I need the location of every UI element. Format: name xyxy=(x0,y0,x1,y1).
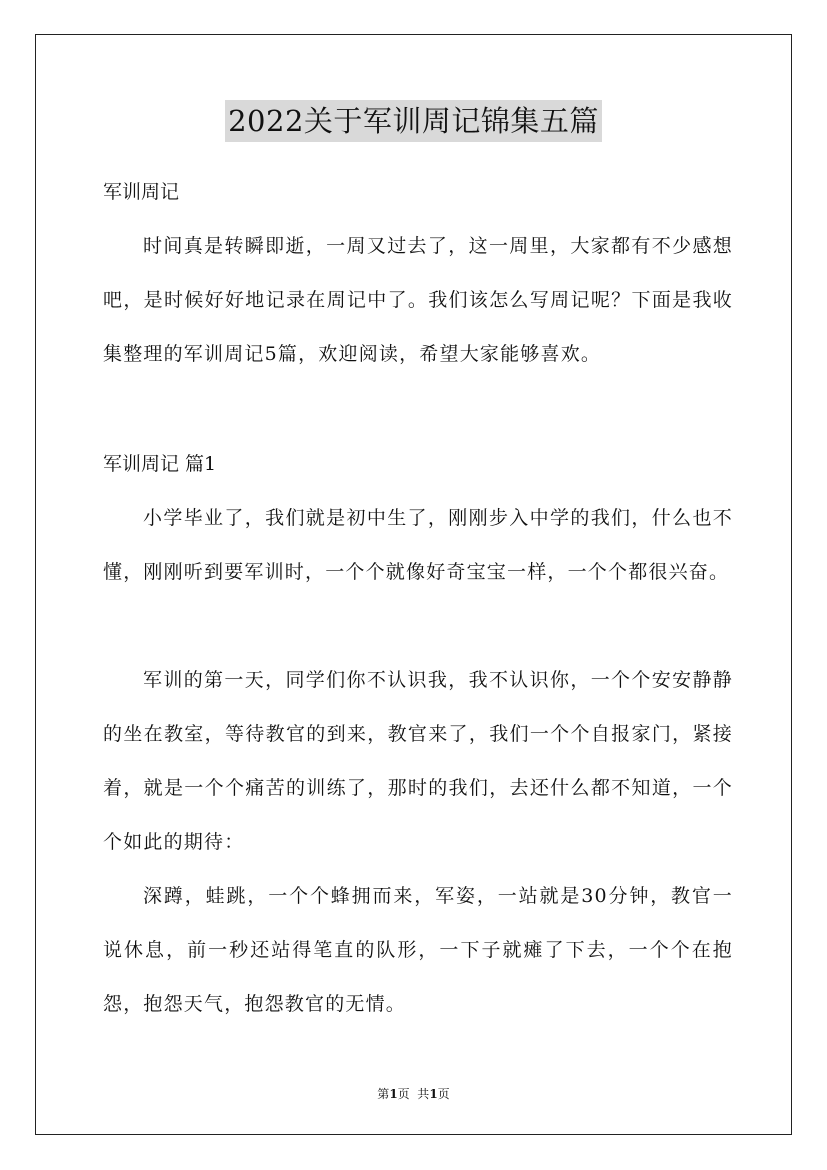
footer-total-pages: 1 xyxy=(429,1087,438,1101)
section-heading-intro: 军训周记 xyxy=(103,181,180,203)
paragraph-part1-1: 小学毕业了，我们就是初中生了，刚刚步入中学的我们，什么也不懂，刚刚听到要军训时，一个个就像好奇宝宝一样，一个个都很兴奋。 xyxy=(103,507,733,583)
footer-page-mid: 页 共 xyxy=(397,1087,430,1101)
paragraph-intro: 时间真是转瞬即逝，一周又过去了，这一周里，大家都有不少感想吧，是时候好好地记录在周记中了。我们该怎么写周记呢？下面是我收集整理的军训周记5篇，欢迎阅读，希望大家能够喜欢。 xyxy=(103,235,733,365)
footer-current-page: 1 xyxy=(389,1087,398,1101)
title-container xyxy=(0,100,827,142)
document-title: 2022关于军训周记锦集五篇 xyxy=(225,100,602,142)
paragraph-part1-2: 军训的第一天，同学们你不认识我，我不认识你，一个个安安静静的坐在教室，等待教官的到来，教官来了，我们一个个自报家门，紧接着，就是一个个痛苦的训练了，那时的我们，去还什么都不知道，一个个如此的期待： xyxy=(103,669,733,853)
section-heading-part1: 军训周记 篇1 xyxy=(103,453,217,475)
paragraph-part1-3: 深蹲，蛙跳，一个个蜂拥而来，军姿，一站就是30分钟，教官一说休息，前一秒还站得笔直的队形，一下子就瘫了下去，一个个在抱怨，抱怨天气，抱怨教官的无情。 xyxy=(103,885,733,1015)
footer-page-suffix: 页 xyxy=(437,1087,450,1101)
page-footer xyxy=(0,1085,827,1102)
footer-page-prefix: 第 xyxy=(377,1087,390,1101)
